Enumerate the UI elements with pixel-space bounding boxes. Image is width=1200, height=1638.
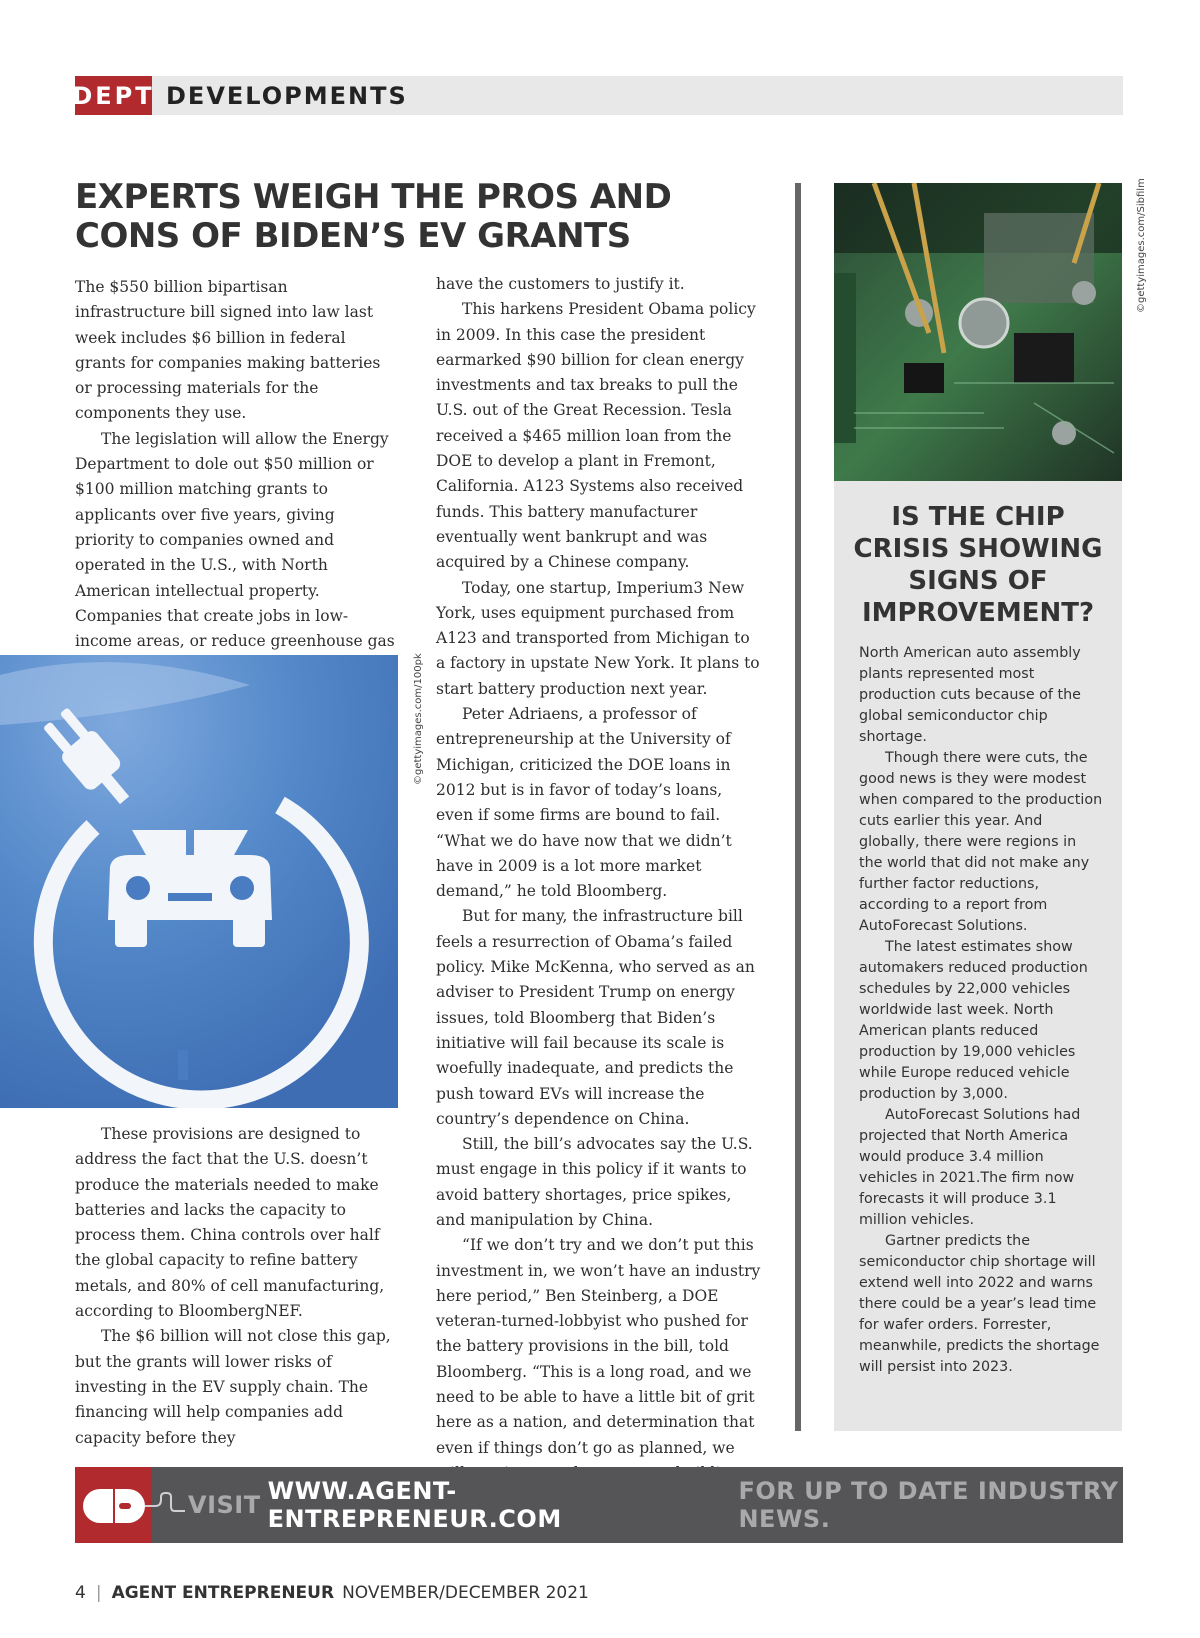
sidebar-paragraph: The latest estimates show automakers reduced production schedules by 22,000 vehicles worldwide last week. North American plants reduced production by 19,000 vehicles while Europe reduced vehicle production by 3,000. (859, 939, 1088, 1102)
sidebar-title-line: SIGNS OF (908, 566, 1048, 596)
article-column-1-bottom (75, 1122, 395, 1451)
article-column-1-top (75, 275, 395, 680)
column-divider (795, 183, 801, 1431)
paragraph: have the customers to justify it. (436, 275, 685, 293)
promo-text (188, 1467, 1200, 1543)
article-headline (75, 178, 715, 256)
promo-visit: VISIT (188, 1491, 261, 1519)
paragraph: The legislation will allow the Energy Department to dole out $50 million or $100 million matching grants to applicants over five years, giving priority to companies owned and operated in the U.S., with North American intellectual property. Companies that create jobs in low-income areas, or reduce greenhouse gas (75, 429, 395, 651)
paragraph: Today, one startup, Imperium3 New York, uses equipment purchased from A123 and transported from Michigan to a factory in upstate New York. It plans to start battery production next year. (436, 578, 760, 698)
ev-charging-photo (0, 655, 398, 1108)
sidebar-paragraph: AutoForecast Solutions had projected that North America would produce 3.4 million vehicles in 2021.The firm now forecasts it will produce 3.1 million vehicles. (859, 1107, 1081, 1228)
page-number: 4 (75, 1583, 86, 1603)
sidebar-paragraph: North American auto assembly plants represented most production cuts because of the global semiconductor chip shortage. (859, 645, 1081, 745)
article-column-2 (436, 272, 761, 1512)
sidebar-body (859, 643, 1104, 1378)
photo-credit-text: ©gettyimages.com/100pk (413, 653, 424, 785)
photo-credit-text: ©gettyimages.com/Sibfilm (1136, 178, 1147, 313)
issue-date: NOVEMBER/DECEMBER 2021 (342, 1583, 589, 1603)
sidebar-title-line: CRISIS SHOWING (853, 534, 1103, 564)
photo-credit (1124, 178, 1147, 313)
paragraph: But for many, the infrastructure bill feels a resurrection of Obama’s failed policy. Mike McKenna, who served as an adviser to President Trump on energy issues, told Bloomberg that Biden’s initiative will fail because its scale is woefully inadequate, and predicts the push toward EVs will increase the country’s dependence on China. (436, 907, 755, 1128)
sidebar-title-line: IMPROVEMENT? (861, 598, 1095, 628)
circuit-board-image (834, 183, 1122, 481)
footer-separator: | (95, 1583, 102, 1603)
promo-tagline: FOR UP TO DATE INDUSTRY NEWS. (738, 1477, 1119, 1533)
ev-car-plug-icon (0, 655, 398, 1108)
circuit-board-photo (834, 183, 1122, 481)
paragraph: “If we don’t try and we don’t put this investment in, we won’t have an industry here period,” Ben Steinberg, a DOE veteran-turned-lobbyist who pushed for the battery provisions in the bill, told Bloomberg. “This is a long road, and we need to be able to have a little bit of grit here as a nation, and determination that even if things don’t go as planned, we (436, 1236, 761, 1457)
publication-name: AGENT ENTREPRENEUR (111, 1583, 335, 1603)
sidebar-title-line: IS THE CHIP (891, 502, 1065, 532)
dept-tag: DEPT (75, 76, 152, 115)
page-footer (75, 1578, 589, 1608)
section-label: DEVELOPMENTS (166, 81, 408, 110)
paragraph: The $550 billion bipartisan infrastructure bill signed into law last week includes $6 billion in federal grants for companies making batteries or processing materials for the components they use. (75, 278, 381, 423)
sidebar-paragraph: Though there were cuts, the good news is they were modest when compared to the production cuts earlier this year. And globally, there were regions in the world that did not make any further factor reductions, according to a report from AutoForecast Solutions. (859, 750, 1103, 934)
paragraph: This harkens President Obama policy in 2009. In this case the president earmarked $90 billion for clean energy investments and tax breaks to pull the U.S. out of the Great Recession. Tesla received a $465 million loan from the DOE to develop a plant in Fremont, California. A123 Systems also received funds. This battery manufacturer eventually went bankrupt and was acquired by a Chinese company. (436, 300, 756, 572)
promo-icon-box (75, 1467, 152, 1543)
paragraph: Still, the bill’s advocates say the U.S. must engage in this policy if it wants to avoid battery shortages, price spikes, and manipulation by China. (436, 1135, 753, 1229)
headline-line-2: CONS OF BIDEN’S EV GRANTS (75, 216, 631, 256)
photo-credit (401, 653, 424, 785)
sidebar-title (834, 501, 1122, 629)
paragraph: The $6 billion will not close this gap, but the grants will lower risks of investing in the EV supply chain. The financing will help companies add capacity before they (75, 1327, 391, 1447)
headline-line-1: EXPERTS WEIGH THE PROS AND (75, 177, 672, 217)
sidebar-paragraph: Gartner predicts the semiconductor chip shortage will extend well into 2022 and warns there could be a year’s lead time for wafer orders. Forrester, meanwhile, predicts the shortage will persist into 2023. (859, 1233, 1100, 1375)
paragraph: Peter Adriaens, a professor of entrepreneurship at the University of Michigan, criticized the DOE loans in 2012 but is in favor of today’s loans, even if some firms are bound to fail. “What we do have now that we didn’t have in 2009 is a lot more market demand,” he told Bloomberg. (436, 705, 732, 901)
paragraph: These provisions are designed to address the fact that the U.S. doesn’t produce the materials needed to make batteries and lacks the capacity to process them. China controls over half the global capacity to refine battery metals, and 80% of cell manufacturing, according to BloombergNEF. (75, 1125, 385, 1321)
promo-url-link[interactable]: WWW.AGENT-ENTREPRENEUR.COM (267, 1477, 562, 1533)
